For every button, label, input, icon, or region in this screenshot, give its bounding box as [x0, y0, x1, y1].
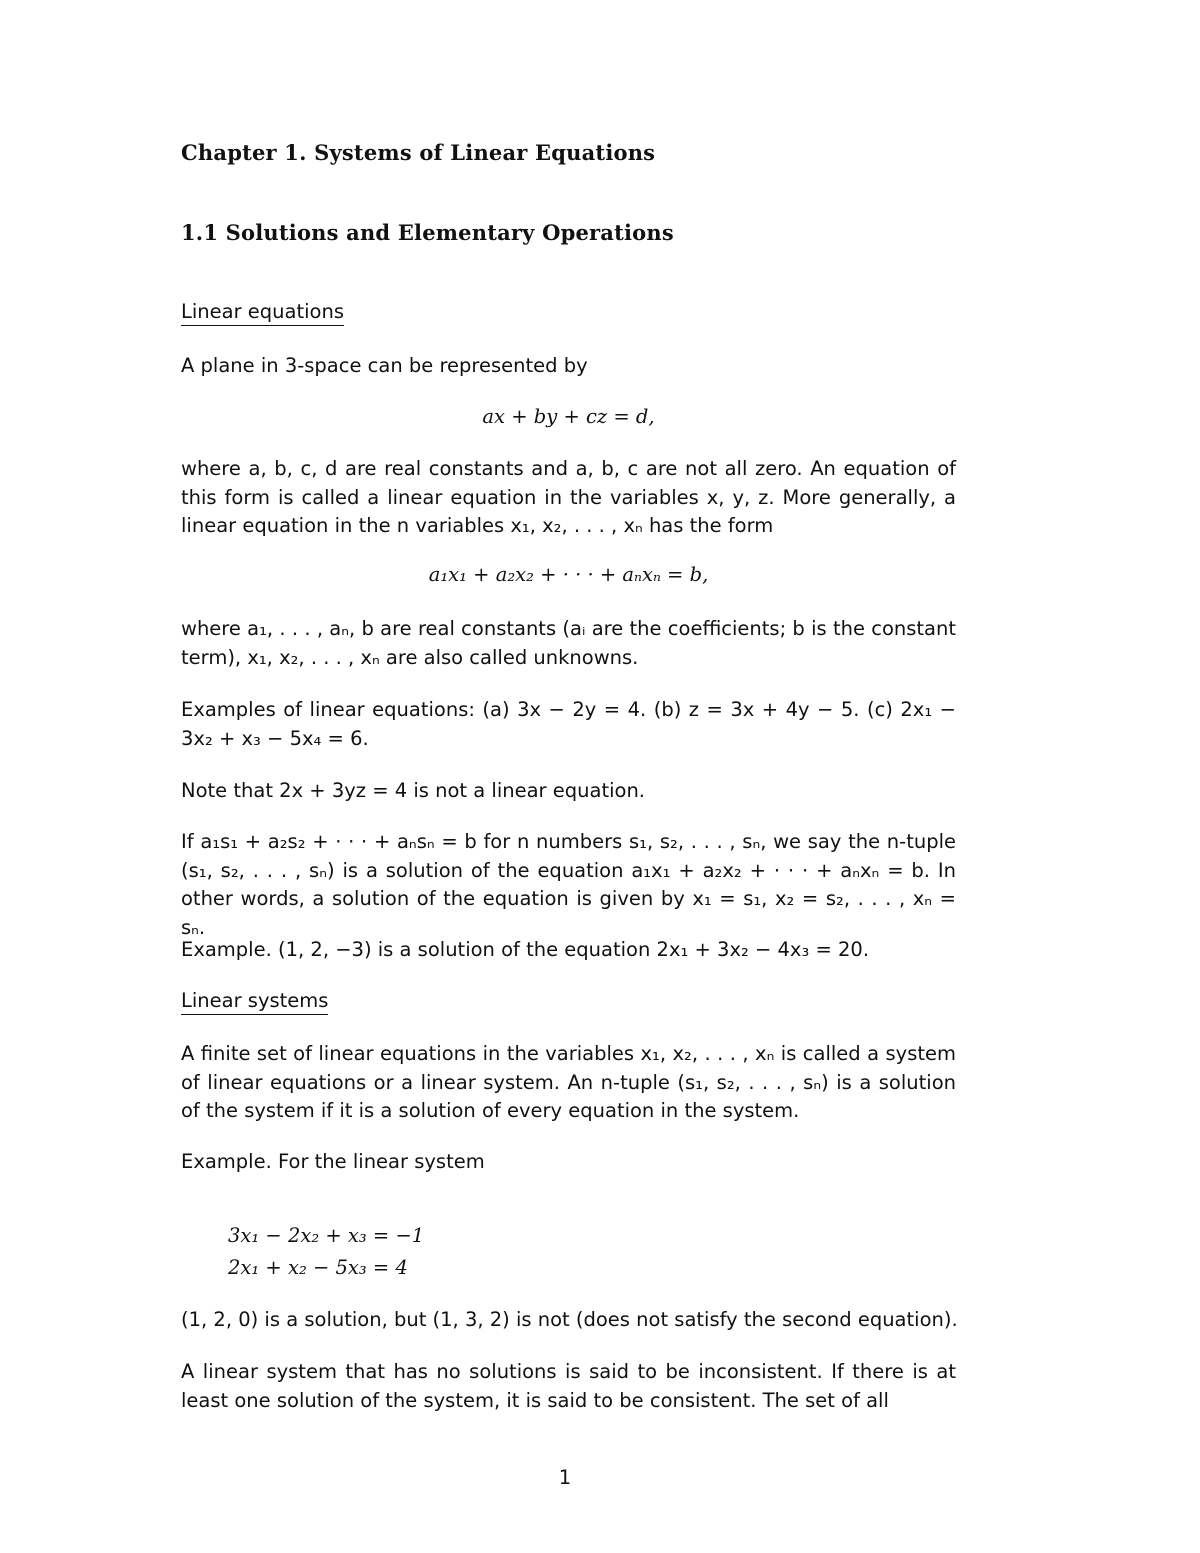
system-equation-2: 2x₁ + x₂ − 5x₃ = 4: [228, 1256, 408, 1279]
inconsistent-paragraph: A linear system that has no solutions is said to be inconsistent. If there is at least one solution of the system, it is said to be consistent. The set of all: [181, 1360, 956, 1412]
linear-system-display: [228, 1220, 424, 1284]
subsection-linear-equations: [181, 300, 344, 326]
example-system-paragraph: Example. For the linear system: [181, 1150, 485, 1173]
coefficients-paragraph: where a₁, . . . , aₙ, b are real constants (aᵢ are the coefficients; b is the constant term), x₁, x₂, . . . , xₙ are also called unknowns.: [181, 617, 956, 669]
solution-definition-paragraph: If a₁s₁ + a₂s₂ + · · · + aₙsₙ = b for n numbers s₁, s₂, . . . , sₙ, we say the n-tuple (s₁, s₂, . . . , sₙ) is a solution of the equation a₁x₁ + a₂x₂ + · · · + aₙxₙ = b. In other words, a solution of the equation is given by x₁ = s₁, x₂ = s₂, . . . , xₙ = sₙ.: [181, 830, 956, 939]
page-number: 1: [558, 1466, 572, 1489]
subsection-linear-systems: [181, 989, 328, 1015]
where-abcd-paragraph: where a, b, c, d are real constants and a, b, c are not all zero. An equation of this form is called a linear equation in the variables x, y, z. More generally, a linear equation in the n variables x₁, x₂, . . . , xₙ has the form: [181, 457, 956, 537]
section-title: 1.1 Solutions and Elementary Operations: [181, 220, 674, 245]
examples-paragraph: Examples of linear equations: (a) 3x − 2y = 4. (b) z = 3x + 4y − 5. (c) 2x₁ − 3x₂ + x₃ − 5x₄ = 6.: [181, 698, 956, 750]
plane-intro-paragraph: A plane in 3-space can be represented by: [181, 354, 588, 377]
system-equation-1: 3x₁ − 2x₂ + x₃ = −1: [228, 1224, 425, 1247]
note-paragraph: Note that 2x + 3yz = 4 is not a linear equation.: [181, 779, 646, 802]
system-result-paragraph: (1, 2, 0) is a solution, but (1, 3, 2) is not (does not satisfy the second equation).: [181, 1308, 958, 1331]
general-linear-equation: a₁x₁ + a₂x₂ + · · · + aₙxₙ = b,: [428, 563, 709, 586]
subsection-linear-systems-label: Linear systems: [181, 989, 328, 1015]
plane-equation: ax + by + cz = d,: [482, 405, 655, 428]
example-solution-paragraph: Example. (1, 2, −3) is a solution of the equation 2x₁ + 3x₂ − 4x₃ = 20.: [181, 938, 870, 961]
system-definition-paragraph: A finite set of linear equations in the variables x₁, x₂, . . . , xₙ is called a system of linear equations or a linear system. An n-tuple (s₁, s₂, . . . , sₙ) is a solution of the system if it is a solution of every equation in the system.: [181, 1042, 956, 1122]
subsection-linear-equations-label: Linear equations: [181, 300, 344, 326]
chapter-title: Chapter 1. Systems of Linear Equations: [181, 140, 656, 165]
